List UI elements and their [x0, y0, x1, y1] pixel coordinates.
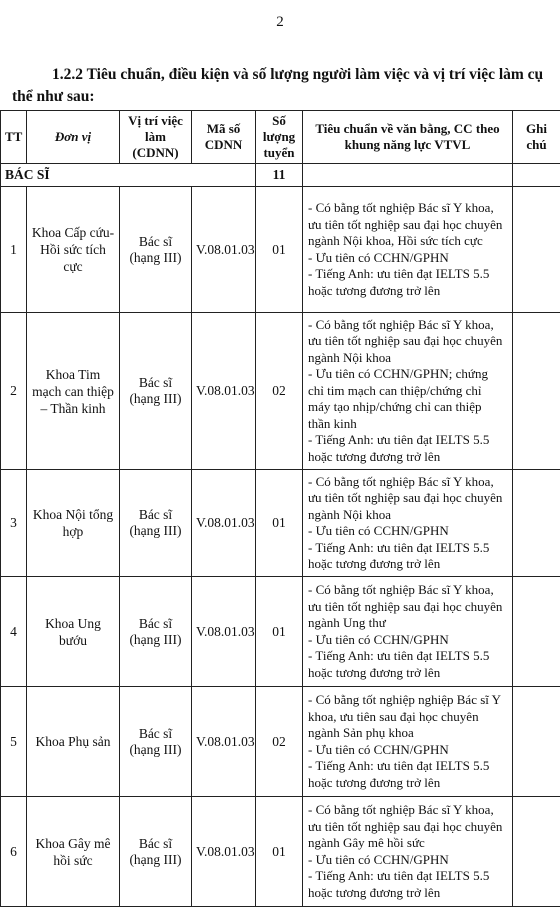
requirement-line: - Có bằng tốt nghiệp Bác sĩ Y khoa, ưu tiên tốt nghiệp sau đại học chuyên ngành Nội khoa	[308, 317, 507, 367]
recruitment-table	[0, 110, 560, 907]
table-row	[1, 687, 560, 797]
requirement-line: - Có bằng tốt nghiệp Bác sĩ Y khoa, ưu tiên tốt nghiệp sau đại học chuyên ngành Nội khoa, Hồi sức tích cực	[308, 200, 507, 250]
requirement-line: - Có bằng tốt nghiệp Bác sĩ Y khoa, ưu tiên tốt nghiệp sau đại học chuyên ngành Ung thư	[308, 582, 507, 632]
row-requirements	[303, 470, 513, 577]
requirement-line: - Tiếng Anh: ưu tiên đạt IELTS 5.5 hoặc tương đương trở lên	[308, 432, 507, 465]
page-number: 2	[0, 14, 560, 31]
row-code: V.08.01.03	[192, 797, 256, 907]
row-notes	[513, 687, 560, 797]
requirement-line: - Ưu tiên có CCHN/GPHN; chứng chỉ tim mạch can thiệp/chứng chỉ máy tạo nhịp/chứng chỉ can thiệp thần kinh	[308, 366, 507, 432]
requirement-line: - Tiếng Anh: ưu tiên đạt IELTS 5.5 hoặc tương đương trở lên	[308, 868, 507, 901]
table-row	[1, 187, 560, 313]
row-quantity: 02	[256, 313, 303, 470]
row-requirements	[303, 187, 513, 313]
group-row	[1, 164, 560, 187]
row-code: V.08.01.03	[192, 313, 256, 470]
requirement-line: - Ưu tiên có CCHN/GPHN	[308, 742, 507, 759]
row-requirements	[303, 313, 513, 470]
requirement-line: - Ưu tiên có CCHN/GPHN	[308, 632, 507, 649]
row-notes	[513, 470, 560, 577]
header-row	[1, 111, 560, 164]
requirement-line: - Tiếng Anh: ưu tiên đạt IELTS 5.5 hoặc tương đương trở lên	[308, 758, 507, 791]
table-row	[1, 313, 560, 470]
row-tt: 1	[1, 187, 27, 313]
row-tt: 3	[1, 470, 27, 577]
group-label: BÁC SĨ	[1, 164, 256, 187]
section-heading: 1.2.2 Tiêu chuẩn, điều kiện và số lượng người làm việc và vị trí việc làm cụ thể như sau:	[12, 64, 552, 108]
row-quantity: 02	[256, 687, 303, 797]
row-requirements	[303, 577, 513, 687]
row-tt: 5	[1, 687, 27, 797]
header-tt: TT	[1, 111, 27, 164]
table-row	[1, 577, 560, 687]
requirement-line: - Có bằng tốt nghiệp nghiệp Bác sĩ Y khoa, ưu tiên sau đại học chuyên ngành Sản phụ khoa	[308, 692, 507, 742]
group-empty-cell	[513, 164, 560, 187]
header-code: Mã số CDNN	[192, 111, 256, 164]
requirement-line: - Có bằng tốt nghiệp Bác sĩ Y khoa, ưu tiên tốt nghiệp sau đại học chuyên ngành Gây mê hồi sức	[308, 802, 507, 852]
row-tt: 6	[1, 797, 27, 907]
row-unit: Khoa Phụ sản	[27, 687, 120, 797]
row-quantity: 01	[256, 797, 303, 907]
row-unit: Khoa Nội tổng hợp	[27, 470, 120, 577]
row-unit: Khoa Ung bướu	[27, 577, 120, 687]
row-notes	[513, 187, 560, 313]
row-unit: Khoa Gây mê hồi sức	[27, 797, 120, 907]
row-notes	[513, 577, 560, 687]
header-unit: Đơn vị	[27, 111, 120, 164]
row-position: Bác sĩ (hạng III)	[120, 470, 192, 577]
requirement-line: - Ưu tiên có CCHN/GPHN	[308, 523, 507, 540]
row-tt: 2	[1, 313, 27, 470]
requirement-line: - Ưu tiên có CCHN/GPHN	[308, 852, 507, 869]
header-notes: Ghi chú	[513, 111, 560, 164]
row-position: Bác sĩ (hạng III)	[120, 313, 192, 470]
row-position: Bác sĩ (hạng III)	[120, 577, 192, 687]
row-code: V.08.01.03	[192, 470, 256, 577]
row-quantity: 01	[256, 577, 303, 687]
row-position: Bác sĩ (hạng III)	[120, 797, 192, 907]
table-row	[1, 797, 560, 907]
row-quantity: 01	[256, 470, 303, 577]
requirement-line: - Tiếng Anh: ưu tiên đạt IELTS 5.5 hoặc tương đương trở lên	[308, 648, 507, 681]
requirement-line: - Tiếng Anh: ưu tiên đạt IELTS 5.5 hoặc tương đương trở lên	[308, 266, 507, 299]
row-unit: Khoa Tim mạch can thiệp – Thần kinh	[27, 313, 120, 470]
row-requirements	[303, 797, 513, 907]
header-standards: Tiêu chuẩn về văn bằng, CC theo khung năng lực VTVL	[303, 111, 513, 164]
row-unit: Khoa Cấp cứu-Hồi sức tích cực	[27, 187, 120, 313]
requirement-line: - Có bằng tốt nghiệp Bác sĩ Y khoa, ưu tiên tốt nghiệp sau đại học chuyên ngành Nội khoa	[308, 474, 507, 524]
row-tt: 4	[1, 577, 27, 687]
table-row	[1, 470, 560, 577]
row-position: Bác sĩ (hạng III)	[120, 187, 192, 313]
requirement-line: - Tiếng Anh: ưu tiên đạt IELTS 5.5 hoặc tương đương trở lên	[308, 540, 507, 573]
row-code: V.08.01.03	[192, 187, 256, 313]
row-quantity: 01	[256, 187, 303, 313]
requirement-line: - Ưu tiên có CCHN/GPHN	[308, 250, 507, 267]
row-code: V.08.01.03	[192, 687, 256, 797]
row-requirements	[303, 687, 513, 797]
row-notes	[513, 313, 560, 470]
row-notes	[513, 797, 560, 907]
group-quantity: 11	[256, 164, 303, 187]
header-position: Vị trí việc làm (CDNN)	[120, 111, 192, 164]
row-code: V.08.01.03	[192, 577, 256, 687]
header-quantity: Số lượng tuyển	[256, 111, 303, 164]
row-position: Bác sĩ (hạng III)	[120, 687, 192, 797]
group-empty-cell	[303, 164, 513, 187]
